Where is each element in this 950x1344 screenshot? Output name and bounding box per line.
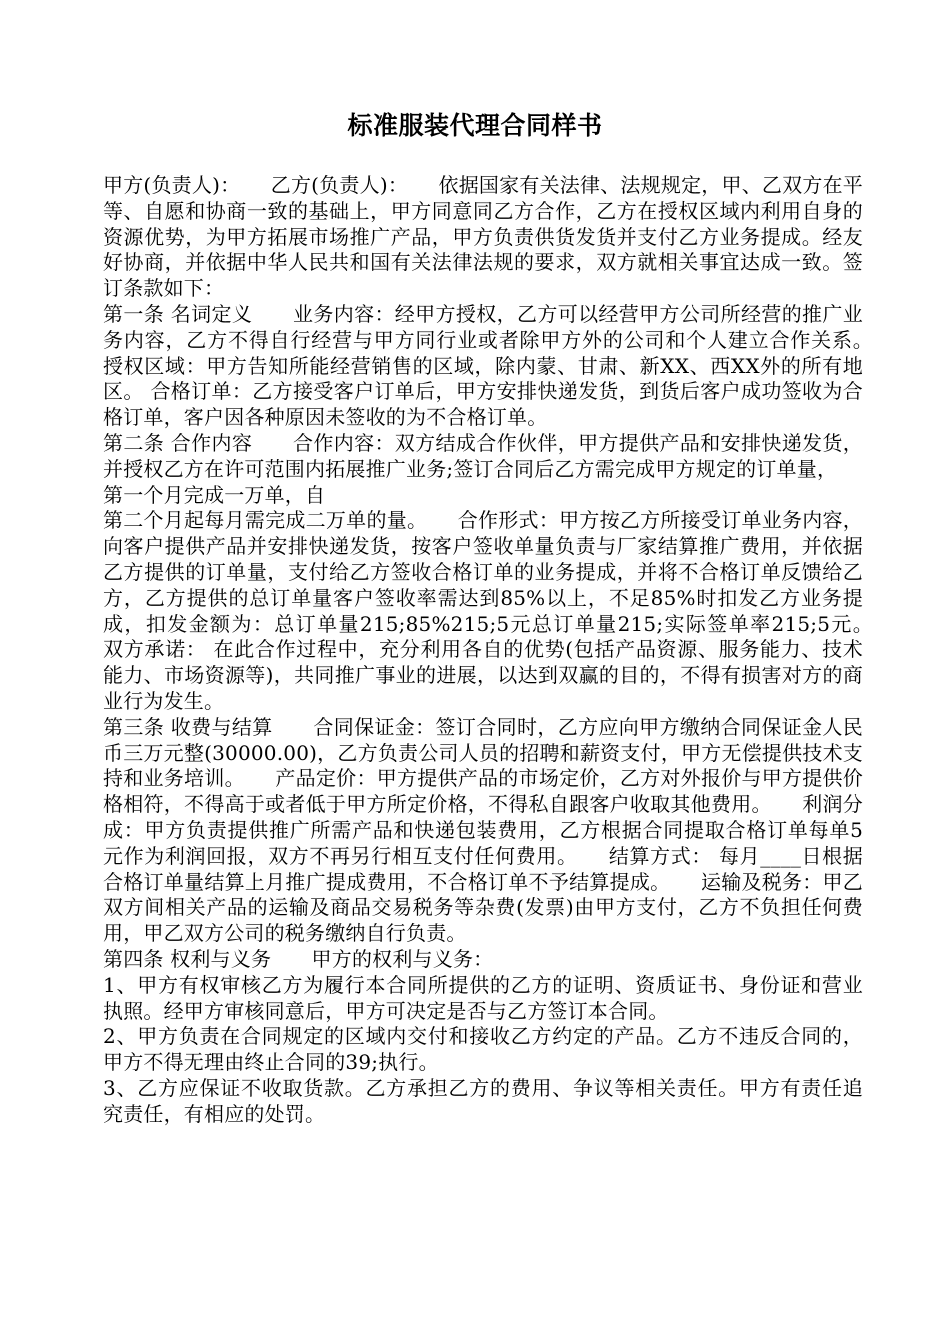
paragraph-second-month: 第二个月起每月需完成二万单的量。 合作形式：甲方按乙方所接受订单业务内容，向客户提供产品并安排快递发货，按客户签收单量负责与厂家结算推广费用，并依据乙方提供的订单量，支付给乙方签收合格订单的业务提成，并将不合格订单反馈给乙方，乙方提供的总订单量客户签收率需达到85%以上，不足85%时扣发乙方业务提成，扣发金额为：总订单量215;85%215;5元总订单量215;实际签单率215;5元。 双方承诺： 在此合作过程中，充分利用各自的优势(包括产品资源、服务能力、技术能力、市场资源等)，共同推广事业的进展，以达到双赢的目的，不得有损害对方的商业行为发生。	[103, 508, 904, 713]
paragraph-article-1: 第一条 名词定义 业务内容：经甲方授权，乙方可以经营甲方公司所经营的推广业务内容，乙方不得自行经营与甲方同行业或者除甲方外的公司和个人建立合作关系。 授权区域：甲方告知所能经营销售的区域，除内蒙、甘肃、新XX、西XX外的所有地区。 合格订单：乙方接受客户订单后，甲方安排快递发货，到货后客户成功签收为合格订单，客户因各种原因未签收的为不合格订单。	[103, 301, 904, 430]
document-title: 标准服装代理合同样书	[347, 111, 603, 140]
paragraph-first-month: 第一个月完成一万单，自	[103, 482, 326, 507]
paragraph-article-4: 第四条 权利与义务 甲方的权利与义务：	[103, 946, 494, 971]
paragraph-clause-3: 3、乙方应保证不收取货款。乙方承担乙方的费用、争议等相关责任。甲方有责任追究责任，有相应的处罚。	[103, 1075, 863, 1126]
paragraph-preamble: 甲方(负责人)： 乙方(负责人)： 依据国家有关法律、法规规定，甲、乙双方在平等、自愿和协商一致的基础上，甲方同意同乙方合作，乙方在授权区域内利用自身的资源优势，为甲方拓展市场推广产品，甲方负责供货发货并支付乙方业务提成。经友好协商，并依据中华人民共和国有关法律法规的要求，双方就相关事宜达成一致。签订条款如下：	[103, 173, 863, 301]
document-body	[103, 173, 904, 1127]
paragraph-clause-1: 1、甲方有权审核乙方为履行本合同所提供的乙方的证明、资质证书、身份证和营业执照。经甲方审核同意后，甲方可决定是否与乙方签订本合同。	[103, 972, 863, 1023]
paragraph-article-3: 第三条 收费与结算 合同保证金：签订合同时，乙方应向甲方缴纳合同保证金人民币三万元整(30000.00)，乙方负责公司人员的招聘和薪资支付，甲方无偿提供技术支持和业务培训。 产品定价：甲方提供产品的市场定价，乙方对外报价与甲方提供价格相符，不得高于或者低于甲方所定价格，不得私自跟客户收取其他费用。 利润分成：甲方负责提供推广所需产品和快递包装费用，乙方根据合同提取合格订单每单5元作为利润回报，双方不再另行相互支付任何费用。 结算方式： 每月____日根据合格订单量结算上月推广提成费用，不合格订单不予结算提成。 运输及税务：甲乙双方间相关产品的运输及商品交易税务等杂费(发票)由甲方支付，乙方不负担任何费用，甲乙双方公司的税务缴纳自行负责。	[103, 714, 863, 946]
paragraph-clause-2: 2、甲方负责在合同规定的区域内交付和接收乙方约定的产品。乙方不违反合同的，甲方不得无理由终止合同的39;执行。	[103, 1024, 863, 1075]
paragraph-article-2: 第二条 合作内容 合作内容：双方结成合作伙伴，甲方提供产品和安排快递发货，并授权乙方在许可范围内拓展推广业务;签订合同后乙方需完成甲方规定的订单量，	[103, 430, 863, 481]
